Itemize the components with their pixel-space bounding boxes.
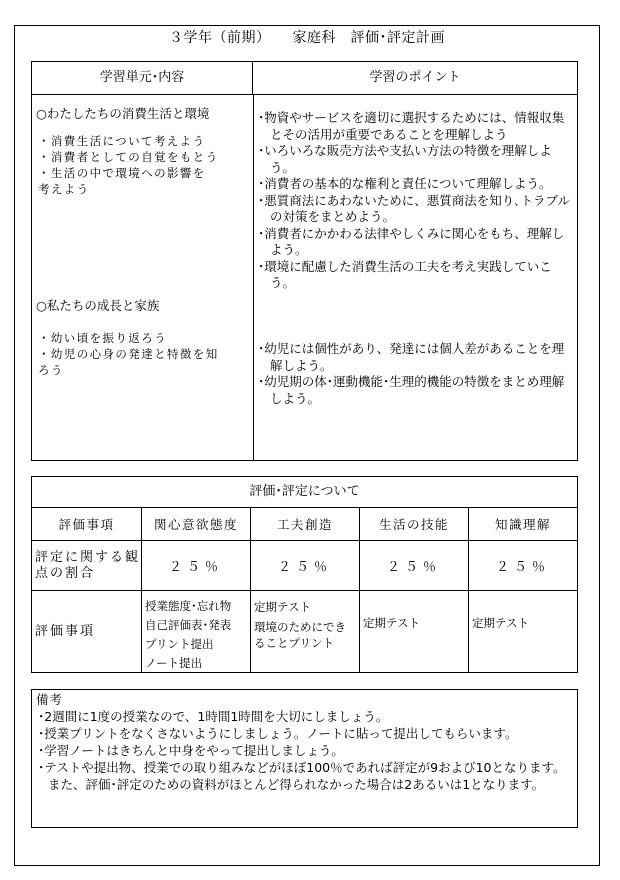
- unit-subitem: ろう: [38, 363, 64, 377]
- items-cell: [468, 591, 577, 672]
- evaluation-caption: 評価･評定について: [32, 477, 577, 508]
- eval-item: 環境のためにできることプリント: [254, 620, 346, 650]
- ratio-value: ２５％: [250, 541, 359, 590]
- eval-item: ノート提出: [145, 656, 203, 670]
- point-item: ･環境に配慮した消費生活の工夫を考え実践していこう。: [258, 258, 552, 290]
- column-header: 生活の技能: [359, 508, 468, 540]
- point-item: ･消費者の基本的な権利と責任について理解しよう。: [258, 176, 552, 191]
- remark-item: ･テストや提出物、授業での取り組みなどがほぼ100％であれば評定が9および10となります。また、評価･評定のための資料がほとんど得られなかった場合は2あるいは1となります。: [38, 760, 566, 792]
- ratio-value: ２５％: [468, 541, 577, 590]
- remarks-box: [31, 689, 578, 828]
- point-item: ･いろいろな販売方法や支払い方法の特徴を理解しよう。: [258, 143, 552, 175]
- unit-title: ○私たちの成長と家族: [36, 298, 160, 313]
- unit-title: ○わたしたちの消費生活と環境: [36, 106, 210, 121]
- column-divider: [253, 95, 254, 460]
- unit-points: [256, 341, 576, 407]
- unit-subitem: ・消費者としての自覚をもとう: [38, 150, 219, 164]
- eval-item: 定期テスト: [472, 616, 530, 630]
- items-cell: [250, 591, 359, 672]
- remarks-heading: 備考: [36, 692, 64, 707]
- evaluation-header-row: [32, 508, 577, 541]
- unit-subitem: ・幼児の心身の発達と特徴を知: [38, 347, 219, 361]
- point-item: ･物資やサービスを適切に選択するためには、情報収集とその活用が重要であることを理解しよう: [258, 110, 565, 142]
- row-label: 評価事項: [58, 517, 115, 532]
- evaluation-table: [31, 476, 578, 673]
- unit-subitem: ・幼い頃を振り返ろう: [38, 331, 167, 345]
- header-points: 学習のポイント: [253, 62, 577, 95]
- header-unit: 学習単元･内容: [32, 62, 253, 95]
- page-title: ３学年（前期） 家庭科 評価･評定計画: [169, 30, 445, 46]
- ratio-value: ２５％: [141, 541, 250, 590]
- items-cell: [359, 591, 468, 672]
- items-row: [32, 591, 577, 672]
- unit-subitem: 考えよう: [38, 182, 90, 196]
- point-item: ･消費者にかかわる法律やしくみに関心をもち、理解しよう。: [258, 225, 565, 257]
- unit-subitems: [38, 330, 252, 378]
- remark-item: ･授業プリントをなくさないようにしましょう。ノートに貼って提出してもらいます。: [38, 726, 518, 741]
- row-label: 評価事項: [35, 623, 96, 639]
- column-header: 知識理解: [468, 508, 577, 540]
- eval-item: 定期テスト: [254, 600, 312, 614]
- unit-points: [256, 110, 576, 292]
- unit-subitem: ・生活の中で環境への影響を: [38, 166, 206, 180]
- unit-subitem: ・消費生活について考えよう: [38, 134, 206, 148]
- column-header: 工夫創造: [250, 508, 359, 540]
- row-label: 評定に関する観点の割合: [35, 549, 141, 581]
- eval-item: 定期テスト: [363, 616, 421, 630]
- ratio-value: ２５％: [359, 541, 468, 590]
- point-item: ･悪質商法にあわないために、悪質商法を知り､トラブルの対策をまとめよう。: [258, 192, 571, 224]
- unit-subitems: [38, 133, 252, 197]
- eval-item: プリント提出: [145, 637, 214, 651]
- remark-item: ･学習ノートはきちんと中身をやって提出しましょう。: [38, 743, 344, 758]
- column-header: 関心意欲態度: [141, 508, 250, 540]
- eval-item: 授業態度･忘れ物: [145, 599, 232, 613]
- learning-plan-table: [31, 61, 578, 461]
- ratio-row: [32, 541, 577, 591]
- eval-item: 自己評価表･発表: [145, 618, 232, 632]
- point-item: ･幼児期の体･運動機能･生理的機能の特徴をまとめ理解しよう。: [258, 374, 565, 406]
- remark-item: ･2週間に1度の授業なので、1時間1時間を大切にしましょう。: [38, 709, 389, 724]
- items-cell: [141, 591, 250, 672]
- point-item: ･幼児には個性があり、発達には個人差があることを理解しよう。: [258, 341, 565, 373]
